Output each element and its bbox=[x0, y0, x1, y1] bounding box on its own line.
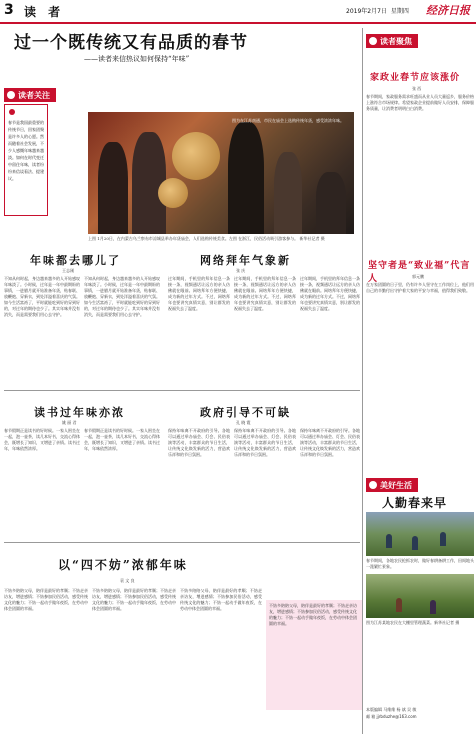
article-body-4c: 保持年味离不开政府的引导。各地可以通过举办庙会、灯会、民俗表演等活动，丰富群众的节日生活，让传统文化焕发新的活力，营造欢乐祥和的节日氛围。 bbox=[300, 428, 360, 457]
right-body-2: 在万家团圆的日子里，仍有许多人坚守在工作岗位上，他们用自己的辛勤付出守护着大家的平安与幸福，值得我们致敬。 bbox=[366, 282, 474, 293]
article-body-3b: 春节假期正是读书的好时候。一家人围坐在一起，泡一壶茶，读几本好书，交流心得体会，既增长了知识，又增进了亲情。读书过年，年味依然浓厚。 bbox=[84, 428, 160, 451]
article-author-5: 袁 文 良 bbox=[120, 578, 135, 583]
main-photo bbox=[88, 112, 354, 234]
article-body-1b: 不知从何时起，身边越来越多的人开始感叹年味淡了。小时候，过年是一年中最期盼的事情，一进腊月就开始准备年货，贴春联、放鞭炮、穿新衣，到处洋溢着喜庆的气氛。如今生活富裕了，平时就能吃到好的穿到好的，对过年的期待也少了。其实年味并没有消失，而是需要我们用心去守护。 bbox=[84, 276, 160, 317]
photo-caption: 上图 1月20日，在内蒙古乌兰察布市凉城县举办年货庙会，人们选购传统美食。左图 在浙江，民俗活动吸引游客参与。 新华社记者 摄 bbox=[88, 236, 325, 241]
article-author-2: 张 庆 bbox=[236, 268, 246, 273]
page-number: 3 bbox=[4, 2, 14, 18]
page-header bbox=[0, 0, 476, 24]
article-body-5b: 不妨多陪陪父母，陪伴是最好的孝顺；不妨走亲访友，增进感情；不妨参加民俗活动，感受传统文化的魅力；不妨一起动手做年夜饭，在劳动中体会团圆的幸福。 bbox=[92, 588, 176, 611]
main-subheadline: ——读者来信热议如何保持“年味” bbox=[84, 55, 190, 63]
article-body-5a: 不妨多陪陪父母，陪伴是最好的孝顺；不妨走亲访友，增进感情；不妨参加民俗活动，感受传统文化的魅力；不妨一起动手做年夜饭，在劳动中体会团圆的幸福。 bbox=[4, 588, 88, 611]
divider bbox=[4, 390, 360, 391]
farm-photo-1 bbox=[366, 512, 474, 556]
article-title-2: 网络拜年气象新 bbox=[200, 254, 291, 267]
article-author-3: 姚 丽 君 bbox=[62, 420, 77, 425]
editor-note: 春节是我国最重要的传统节日，回家团聚是许多人的心愿。然而随着社会发展，不少人感慨年味越来越淡。如何在时代变迁中留住年味，读者纷纷来信谈看法、提建议。 bbox=[4, 104, 48, 216]
article-title-1: 年味都去哪儿了 bbox=[30, 254, 121, 267]
vertical-divider bbox=[362, 28, 363, 734]
section-name: 读 者 bbox=[24, 5, 65, 19]
article-title-4: 政府引导不可缺 bbox=[200, 406, 291, 419]
divider bbox=[4, 542, 360, 543]
article-body-1a: 不知从何时起，身边越来越多的人开始感叹年味淡了。小时候，过年是一年中最期盼的事情，一进腊月就开始准备年货，贴春联、放鞭炮、穿新衣，到处洋溢着喜庆的气氛。如今生活富裕了，平时就能吃到好的穿到好的，对过年的期待也少了。其实年味并没有消失，而是需要我们用心去守护。 bbox=[4, 276, 80, 317]
right-caption-3: 图为江苏某地农民在大棚里管理蔬菜。新华社记者 摄 bbox=[366, 620, 460, 625]
right-title-3: 人勤春来早 bbox=[382, 496, 448, 510]
article-body-2a: 过年期间，手机里的拜年信息一条接一条，视频通话让远方的亲人仿佛就在眼前。网络拜年方便快捷，成为新的过年方式。不过，网络拜年也要讲究真情实意，别让群发的祝福失去了温度。 bbox=[168, 276, 230, 311]
tag-beautiful-life: 美好生活 bbox=[366, 478, 418, 492]
right-author-1: 张 西 bbox=[412, 86, 422, 91]
article-title-5: 以“四不妨”浓郁年味 bbox=[58, 558, 188, 572]
circle-icon bbox=[369, 37, 377, 45]
masthead-logo: 经济日报 bbox=[426, 4, 470, 17]
issue-date: 2019年2月7日 星期四 bbox=[346, 8, 409, 15]
article-body-2b: 过年期间，手机里的拜年信息一条接一条，视频通话让远方的亲人仿佛就在眼前。网络拜年方便快捷，成为新的过年方式。不过，网络拜年也要讲究真情实意，别让群发的祝福失去了温度。 bbox=[234, 276, 296, 311]
article-body-4b: 保持年味离不开政府的引导。各地可以通过举办庙会、灯会、民俗表演等活动，丰富群众的节日生活，让传统文化焕发新的活力，营造欢乐祥和的节日氛围。 bbox=[234, 428, 296, 457]
tag-reader-gather: 读者聚焦 bbox=[366, 34, 418, 48]
article-body-3a: 春节假期正是读书的好时候。一家人围坐在一起，泡一壶茶，读几本好书，交流心得体会，既增长了知识，又增进了亲情。读书过年，年味依然浓厚。 bbox=[4, 428, 80, 451]
article-body-4a: 保持年味离不开政府的引导。各地可以通过举办庙会、灯会、民俗表演等活动，丰富群众的节日生活，让传统文化焕发新的活力，营造欢乐祥和的节日氛围。 bbox=[168, 428, 230, 457]
circle-icon bbox=[369, 481, 377, 489]
farm-photo-2 bbox=[366, 574, 474, 618]
article-title-3: 读书过年味亦浓 bbox=[34, 406, 125, 419]
article-body-2c: 过年期间，手机里的拜年信息一条接一条，视频通话让远方的亲人仿佛就在眼前。网络拜年方便快捷，成为新的过年方式。不过，网络拜年也要讲究真情实意，别让群发的祝福失去了温度。 bbox=[300, 276, 360, 311]
tinted-sidebar: 不妨多陪陪父母，陪伴是最好的孝顺；不妨走亲访友，增进感情；不妨参加民俗活动，感受传统文化的魅力；不妨一起动手做年夜饭，在劳动中体会团圆的幸福。 bbox=[266, 600, 362, 710]
right-body-1: 春节期间，家政服务需求旺盛而从业人员大量返乡，服务价格上涨符合市场规律。希望家政企业提前做好人员安排，保障服务质量，让消费者明明白白消费。 bbox=[366, 94, 474, 111]
right-title-1: 家政业春节应该涨价 bbox=[370, 73, 461, 83]
article-author-1: 王志刚 bbox=[62, 268, 74, 273]
right-title-2: 坚守者是“致业福”代言人 bbox=[368, 261, 471, 284]
article-body-5c: 不妨多陪陪父母，陪伴是最好的孝顺；不妨走亲访友，增进感情；不妨参加民俗活动，感受传统文化的魅力；不妨一起动手做年夜饭，在劳动中体会团圆的幸福。 bbox=[180, 588, 262, 611]
right-author-2: 郭元鹏 bbox=[412, 274, 424, 279]
article-author-4: 孔 晓 霞 bbox=[236, 420, 251, 425]
right-body-3: 春节期间，各地农民抢抓农时，做好春耕备耕工作，田间地头一派繁忙景象。 bbox=[366, 558, 474, 569]
main-headline: 过一个既传统又有品质的春节 bbox=[14, 33, 248, 53]
tag-reader-focus: 读者关注 bbox=[4, 88, 56, 102]
editor-contact: 本版编辑 马维维 杨 斌 吴 敏 邮 箱 jjrbduzhe@163.com bbox=[366, 707, 417, 719]
photo-side-caption: 图为在江苏南通，市民在庙会上选购传统年货，感受浓浓年味。 bbox=[232, 118, 344, 123]
circle-icon bbox=[7, 91, 15, 99]
bullet-icon bbox=[9, 109, 15, 115]
